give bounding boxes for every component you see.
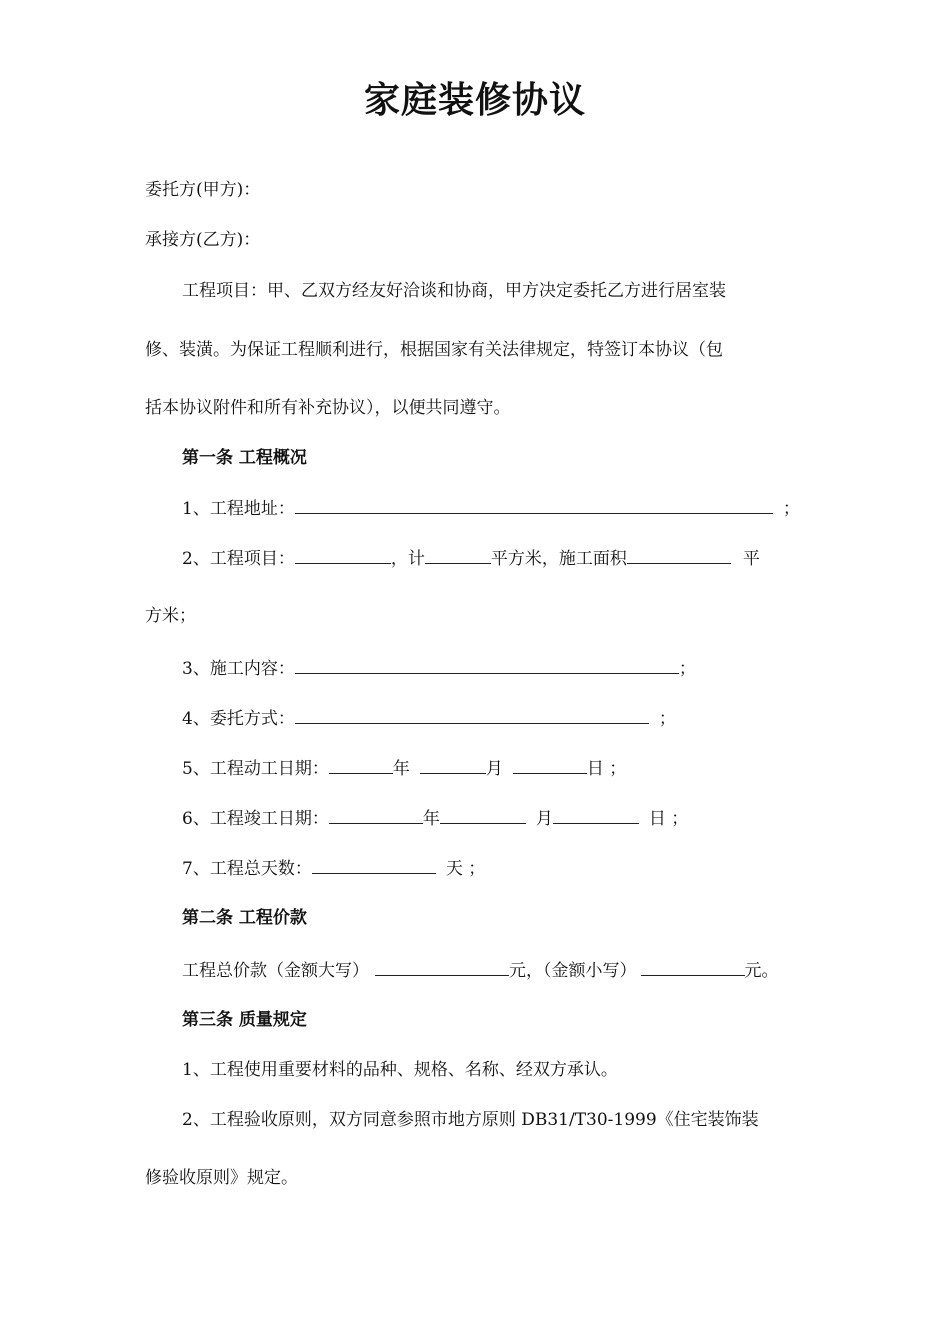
price-label: 工程总价款（金额大写） bbox=[182, 961, 369, 981]
days-blank[interactable] bbox=[312, 856, 436, 874]
article-3-heading: 第三条 质量规定 bbox=[182, 1010, 307, 1030]
document-title: 家庭装修协议 bbox=[363, 79, 586, 121]
method-blank[interactable] bbox=[295, 706, 649, 724]
article-1-heading: 第一条 工程概况 bbox=[182, 448, 307, 468]
end-date-row bbox=[182, 806, 688, 831]
party-b-label: 承接方(乙方)： bbox=[145, 230, 261, 250]
intro-line-2: 修、装潢。为保证工程顺利进行，根据国家有关法律规定，特签订本协议（包 bbox=[145, 340, 723, 360]
content-row bbox=[182, 656, 696, 681]
method-label: 4、委托方式： bbox=[182, 709, 295, 729]
end-month-blank[interactable] bbox=[440, 806, 526, 824]
party-a-label: 委托方(甲方)： bbox=[145, 180, 261, 200]
content-end: ； bbox=[678, 659, 696, 679]
start-year-label: 年 bbox=[392, 759, 410, 779]
quality-item-1: 1、工程使用重要材料的品种、规格、名称、经双方承认。 bbox=[182, 1060, 618, 1080]
end-label: 6、工程竣工日期： bbox=[182, 809, 329, 829]
end-day-label: 日 ； bbox=[648, 809, 689, 829]
end-month-label: 月 bbox=[535, 809, 553, 829]
end-day-blank[interactable] bbox=[553, 806, 639, 824]
price-row bbox=[182, 958, 779, 983]
method-end: ； bbox=[658, 709, 676, 729]
intro-line-1: 工程项目：甲、乙双方经友好洽谈和协商，甲方决定委托乙方进行居室装 bbox=[182, 281, 726, 301]
project-row bbox=[182, 546, 760, 571]
start-month-label: 月 bbox=[485, 759, 503, 779]
price-lowercase-blank[interactable] bbox=[641, 958, 745, 976]
project-area-blank[interactable] bbox=[425, 546, 491, 564]
intro-line-3: 括本协议附件和所有补充协议），以便共同遵守。 bbox=[145, 398, 511, 418]
price-uppercase-blank[interactable] bbox=[375, 958, 509, 976]
start-label: 5、工程动工日期： bbox=[182, 759, 329, 779]
project-comma: ，计 bbox=[390, 549, 425, 569]
content-blank[interactable] bbox=[295, 656, 679, 674]
start-day-blank[interactable] bbox=[513, 756, 587, 774]
address-end: ； bbox=[782, 499, 800, 519]
construction-area-blank[interactable] bbox=[627, 546, 731, 564]
start-day-label: 日 ； bbox=[586, 759, 627, 779]
project-unit-1: 平方米，施工面积 bbox=[490, 549, 627, 569]
end-year-label: 年 bbox=[422, 809, 440, 829]
address-row bbox=[182, 496, 800, 521]
total-days-row bbox=[182, 856, 485, 881]
price-unit-1: 元，（金额小写） bbox=[509, 961, 637, 981]
days-unit: 天 ； bbox=[445, 859, 486, 879]
project-unit-2b: 方米； bbox=[145, 606, 196, 626]
project-unit-2a: 平 bbox=[742, 549, 760, 569]
quality-item-2-line-2: 修验收原则》规定。 bbox=[145, 1168, 298, 1188]
end-year-blank[interactable] bbox=[329, 806, 423, 824]
address-blank[interactable] bbox=[295, 496, 773, 514]
method-row bbox=[182, 706, 676, 731]
article-2-heading: 第二条 工程价款 bbox=[182, 908, 307, 928]
start-month-blank[interactable] bbox=[420, 756, 486, 774]
address-label: 1、工程地址： bbox=[182, 499, 295, 519]
start-year-blank[interactable] bbox=[329, 756, 393, 774]
days-label: 7、工程总天数： bbox=[182, 859, 312, 879]
project-label: 2、工程项目： bbox=[182, 549, 295, 569]
start-date-row bbox=[182, 756, 626, 781]
price-unit-2: 元。 bbox=[744, 961, 779, 981]
content-label: 3、施工内容： bbox=[182, 659, 295, 679]
quality-item-2-line-1: 2、工程验收原则，双方同意参照市地方原则 DB31/T30-1999《住宅装饰装 bbox=[182, 1110, 759, 1130]
project-name-blank[interactable] bbox=[295, 546, 391, 564]
